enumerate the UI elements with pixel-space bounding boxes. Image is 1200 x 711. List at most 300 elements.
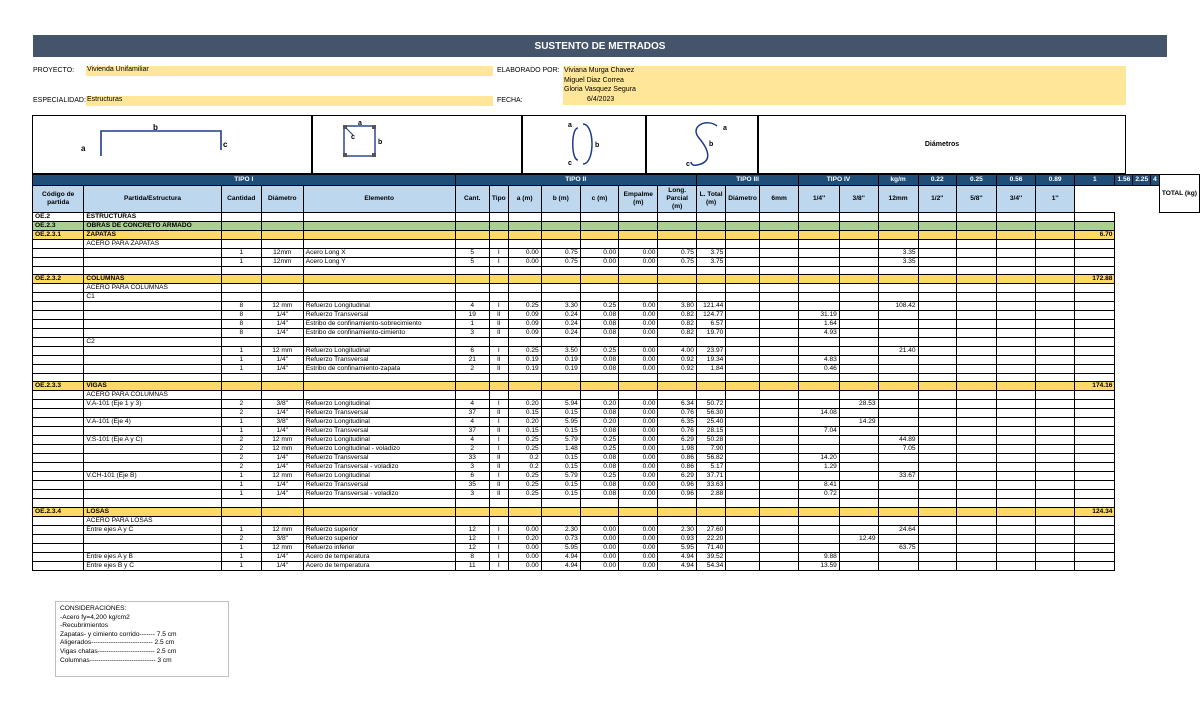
table-cell[interactable]: [696, 374, 725, 382]
table-cell[interactable]: [878, 454, 918, 463]
table-cell[interactable]: [1036, 338, 1075, 347]
table-cell[interactable]: 0.00: [619, 320, 658, 329]
table-cell[interactable]: 0.25: [580, 472, 618, 481]
table-cell[interactable]: I: [489, 525, 508, 534]
table-cell[interactable]: [726, 534, 760, 543]
table-cell[interactable]: [303, 382, 455, 391]
table-cell[interactable]: [726, 454, 760, 463]
table-cell[interactable]: [726, 284, 760, 293]
table-cell[interactable]: [33, 284, 84, 293]
table-cell[interactable]: [759, 552, 798, 561]
table-cell[interactable]: [1075, 499, 1115, 507]
table-cell[interactable]: 3.30: [541, 302, 580, 311]
table-cell[interactable]: 5.95: [541, 543, 580, 552]
table-cell[interactable]: Refuerzo Transversal: [303, 356, 455, 365]
table-cell[interactable]: 1: [221, 490, 261, 499]
table-cell[interactable]: [996, 213, 1035, 222]
table-cell[interactable]: [489, 284, 508, 293]
table-cell[interactable]: [799, 284, 839, 293]
table-cell[interactable]: 12 mm: [261, 347, 303, 356]
table-cell[interactable]: I: [489, 418, 508, 427]
table-cell[interactable]: [726, 561, 760, 570]
table-cell[interactable]: [759, 302, 798, 311]
table-cell[interactable]: [489, 267, 508, 275]
table-cell[interactable]: [261, 374, 303, 382]
table-cell[interactable]: Refuerzo Longitudinal - voladizo: [303, 445, 455, 454]
table-cell[interactable]: 0.82: [658, 320, 696, 329]
table-cell[interactable]: Estribo de confinamiento-cimiento: [303, 329, 455, 338]
table-cell[interactable]: 5: [455, 249, 489, 258]
table-cell[interactable]: 0.08: [580, 409, 618, 418]
table-cell[interactable]: [1075, 240, 1115, 249]
table-cell[interactable]: [580, 374, 618, 382]
table-cell[interactable]: 0.25: [508, 472, 541, 481]
table-cell[interactable]: 0.24: [541, 320, 580, 329]
table-cell[interactable]: [1036, 293, 1075, 302]
table-cell[interactable]: 0.24: [541, 329, 580, 338]
table-cell[interactable]: 6: [455, 347, 489, 356]
table-cell[interactable]: Refuerzo Longitudinal: [303, 472, 455, 481]
table-cell[interactable]: [508, 374, 541, 382]
table-cell[interactable]: [508, 240, 541, 249]
table-cell[interactable]: [658, 293, 696, 302]
table-cell[interactable]: [726, 311, 760, 320]
table-cell[interactable]: [489, 213, 508, 222]
table-cell[interactable]: [455, 275, 489, 284]
table-cell[interactable]: [799, 382, 839, 391]
table-cell[interactable]: 2: [221, 454, 261, 463]
table-cell[interactable]: [759, 561, 798, 570]
table-cell[interactable]: 0.86: [658, 454, 696, 463]
table-cell[interactable]: [1075, 302, 1115, 311]
table-cell[interactable]: [455, 240, 489, 249]
table-cell[interactable]: 50.72: [696, 400, 725, 409]
table-cell[interactable]: Entre ejes A y B: [84, 552, 221, 561]
table-cell[interactable]: 1.84: [696, 365, 725, 374]
table-cell[interactable]: [658, 213, 696, 222]
table-cell[interactable]: Acero Long Y: [303, 258, 455, 267]
table-cell[interactable]: [918, 293, 956, 302]
table-cell[interactable]: I: [489, 258, 508, 267]
table-cell[interactable]: [455, 222, 489, 231]
table-cell[interactable]: [759, 347, 798, 356]
table-cell[interactable]: [759, 382, 798, 391]
table-cell[interactable]: [956, 391, 996, 400]
table-cell[interactable]: [759, 418, 798, 427]
table-cell[interactable]: [1036, 365, 1075, 374]
table-cell[interactable]: [759, 267, 798, 275]
table-cell[interactable]: 3/8": [261, 418, 303, 427]
table-cell[interactable]: 21.40: [878, 347, 918, 356]
table-cell[interactable]: [878, 275, 918, 284]
table-cell[interactable]: 0.00: [619, 534, 658, 543]
table-cell[interactable]: [839, 347, 878, 356]
table-cell[interactable]: [878, 400, 918, 409]
table-cell[interactable]: [996, 427, 1035, 436]
table-cell[interactable]: [726, 418, 760, 427]
table-cell[interactable]: [619, 507, 658, 516]
table-cell[interactable]: 0.00: [619, 552, 658, 561]
table-cell[interactable]: [221, 382, 261, 391]
table-cell[interactable]: 12mm: [261, 249, 303, 258]
table-cell[interactable]: [1036, 267, 1075, 275]
table-cell[interactable]: 33.67: [878, 472, 918, 481]
table-cell[interactable]: [1075, 454, 1115, 463]
table-cell[interactable]: [799, 258, 839, 267]
table-cell[interactable]: [489, 240, 508, 249]
table-cell[interactable]: 5.95: [658, 543, 696, 552]
table-cell[interactable]: [956, 525, 996, 534]
table-cell[interactable]: [221, 213, 261, 222]
table-cell[interactable]: [84, 267, 221, 275]
table-cell[interactable]: 4.94: [658, 552, 696, 561]
table-cell[interactable]: [726, 302, 760, 311]
table-cell[interactable]: V.A-101 (Eje 4): [84, 418, 221, 427]
table-cell[interactable]: 27.60: [696, 525, 725, 534]
table-cell[interactable]: [696, 507, 725, 516]
table-cell[interactable]: 0.00: [580, 258, 618, 267]
table-cell[interactable]: [1036, 347, 1075, 356]
table-cell[interactable]: [918, 231, 956, 240]
table-cell[interactable]: [878, 338, 918, 347]
table-cell[interactable]: 8: [221, 311, 261, 320]
table-cell[interactable]: [619, 284, 658, 293]
table-cell[interactable]: 0.00: [619, 463, 658, 472]
table-cell[interactable]: 14.08: [799, 409, 839, 418]
table-cell[interactable]: [878, 382, 918, 391]
table-cell[interactable]: [221, 240, 261, 249]
table-cell[interactable]: [580, 222, 618, 231]
table-cell[interactable]: [996, 374, 1035, 382]
table-cell[interactable]: [996, 267, 1035, 275]
table-cell[interactable]: 24.64: [878, 525, 918, 534]
table-cell[interactable]: 0.96: [658, 490, 696, 499]
table-cell[interactable]: [84, 445, 221, 454]
table-cell[interactable]: 19: [455, 311, 489, 320]
table-cell[interactable]: 6: [455, 472, 489, 481]
table-cell[interactable]: [956, 409, 996, 418]
table-cell[interactable]: 12 mm: [261, 302, 303, 311]
table-cell[interactable]: [839, 516, 878, 525]
table-cell[interactable]: [508, 382, 541, 391]
table-cell[interactable]: Refuerzo Longitudinal: [303, 302, 455, 311]
table-cell[interactable]: 0.09: [508, 311, 541, 320]
table-cell[interactable]: [1075, 481, 1115, 490]
table-cell[interactable]: [996, 222, 1035, 231]
table-cell[interactable]: [1075, 258, 1115, 267]
table-cell[interactable]: [996, 552, 1035, 561]
table-cell[interactable]: [726, 267, 760, 275]
table-cell[interactable]: [956, 490, 996, 499]
table-cell[interactable]: [541, 222, 580, 231]
table-cell[interactable]: 3.35: [878, 249, 918, 258]
table-cell[interactable]: [799, 249, 839, 258]
table-cell[interactable]: [303, 516, 455, 525]
table-cell[interactable]: 0.76: [658, 427, 696, 436]
table-cell[interactable]: 12 mm: [261, 436, 303, 445]
table-cell[interactable]: [455, 284, 489, 293]
table-cell[interactable]: 0.15: [541, 409, 580, 418]
table-cell[interactable]: [839, 427, 878, 436]
table-cell[interactable]: 14.20: [799, 454, 839, 463]
table-cell[interactable]: [508, 213, 541, 222]
table-cell[interactable]: 0.15: [541, 427, 580, 436]
table-cell[interactable]: 33: [455, 454, 489, 463]
table-cell[interactable]: [996, 391, 1035, 400]
table-cell[interactable]: 6.29: [658, 472, 696, 481]
table-cell[interactable]: 0.00: [580, 561, 618, 570]
table-cell[interactable]: [580, 240, 618, 249]
table-cell[interactable]: [726, 499, 760, 507]
table-cell[interactable]: 0.08: [580, 365, 618, 374]
table-cell[interactable]: [489, 374, 508, 382]
table-cell[interactable]: 0.00: [619, 302, 658, 311]
table-cell[interactable]: [759, 311, 798, 320]
table-cell[interactable]: [996, 400, 1035, 409]
table-cell[interactable]: [799, 507, 839, 516]
table-cell[interactable]: [799, 338, 839, 347]
table-cell[interactable]: [658, 284, 696, 293]
table-cell[interactable]: [33, 365, 84, 374]
table-cell[interactable]: 0.15: [541, 490, 580, 499]
table-cell[interactable]: [956, 231, 996, 240]
table-cell[interactable]: [1036, 534, 1075, 543]
table-cell[interactable]: [1036, 490, 1075, 499]
table-cell[interactable]: [956, 552, 996, 561]
table-cell[interactable]: [878, 356, 918, 365]
table-cell[interactable]: [696, 222, 725, 231]
table-cell[interactable]: [996, 329, 1035, 338]
table-cell[interactable]: [580, 267, 618, 275]
table-cell[interactable]: 1: [221, 258, 261, 267]
table-cell[interactable]: [1075, 525, 1115, 534]
table-cell[interactable]: [658, 374, 696, 382]
table-cell[interactable]: [1036, 525, 1075, 534]
table-cell[interactable]: V.A-101 (Eje 1 y 3): [84, 400, 221, 409]
table-cell[interactable]: 13.59: [799, 561, 839, 570]
table-cell[interactable]: I: [489, 302, 508, 311]
table-cell[interactable]: [33, 347, 84, 356]
table-cell[interactable]: 0.75: [658, 249, 696, 258]
table-cell[interactable]: [839, 543, 878, 552]
table-cell[interactable]: [918, 454, 956, 463]
table-cell[interactable]: 12 mm: [261, 525, 303, 534]
table-cell[interactable]: 1.98: [658, 445, 696, 454]
table-cell[interactable]: [580, 338, 618, 347]
table-cell[interactable]: [996, 249, 1035, 258]
table-cell[interactable]: [918, 302, 956, 311]
table-cell[interactable]: [541, 284, 580, 293]
table-cell[interactable]: [84, 249, 221, 258]
table-cell[interactable]: [455, 293, 489, 302]
table-cell[interactable]: 37: [455, 409, 489, 418]
table-cell[interactable]: [918, 490, 956, 499]
table-cell[interactable]: [303, 284, 455, 293]
table-cell[interactable]: 1: [455, 320, 489, 329]
table-cell[interactable]: 1: [221, 481, 261, 490]
table-cell[interactable]: I: [489, 400, 508, 409]
table-cell[interactable]: [726, 356, 760, 365]
table-cell[interactable]: [84, 463, 221, 472]
table-cell[interactable]: 0.15: [541, 481, 580, 490]
table-cell[interactable]: [580, 499, 618, 507]
table-cell[interactable]: [726, 516, 760, 525]
table-cell[interactable]: [918, 543, 956, 552]
table-cell[interactable]: [878, 481, 918, 490]
table-cell[interactable]: [221, 275, 261, 284]
table-cell[interactable]: 0.00: [580, 249, 618, 258]
table-cell[interactable]: [956, 499, 996, 507]
table-cell[interactable]: [303, 507, 455, 516]
table-cell[interactable]: [759, 222, 798, 231]
table-cell[interactable]: [696, 213, 725, 222]
table-cell[interactable]: [956, 481, 996, 490]
table-cell[interactable]: [839, 293, 878, 302]
table-cell[interactable]: 0.00: [619, 418, 658, 427]
table-cell[interactable]: [878, 427, 918, 436]
table-cell[interactable]: [489, 275, 508, 284]
table-cell[interactable]: 23.97: [696, 347, 725, 356]
table-cell[interactable]: [956, 561, 996, 570]
table-cell[interactable]: [918, 284, 956, 293]
table-cell[interactable]: [455, 338, 489, 347]
table-cell[interactable]: [1036, 329, 1075, 338]
table-cell[interactable]: 6.70: [1075, 231, 1115, 240]
table-cell[interactable]: [1075, 472, 1115, 481]
table-cell[interactable]: [303, 231, 455, 240]
table-cell[interactable]: [84, 347, 221, 356]
table-cell[interactable]: 22.20: [696, 534, 725, 543]
table-cell[interactable]: [918, 249, 956, 258]
table-cell[interactable]: [1036, 231, 1075, 240]
table-cell[interactable]: 1: [221, 552, 261, 561]
table-cell[interactable]: [658, 391, 696, 400]
table-cell[interactable]: 1: [221, 356, 261, 365]
table-cell[interactable]: [799, 445, 839, 454]
table-cell[interactable]: [956, 463, 996, 472]
table-cell[interactable]: Refuerzo Transversal: [303, 454, 455, 463]
table-cell[interactable]: [455, 213, 489, 222]
table-cell[interactable]: [33, 374, 84, 382]
table-cell[interactable]: 7.05: [878, 445, 918, 454]
table-cell[interactable]: 5.79: [541, 436, 580, 445]
table-cell[interactable]: II: [489, 365, 508, 374]
table-cell[interactable]: [918, 507, 956, 516]
table-cell[interactable]: [1036, 436, 1075, 445]
table-cell[interactable]: 5: [455, 258, 489, 267]
table-cell[interactable]: 174.16: [1075, 382, 1115, 391]
table-cell[interactable]: [580, 213, 618, 222]
table-cell[interactable]: [996, 481, 1035, 490]
table-cell[interactable]: [839, 258, 878, 267]
table-cell[interactable]: [799, 543, 839, 552]
table-cell[interactable]: [696, 231, 725, 240]
table-cell[interactable]: 0.75: [541, 249, 580, 258]
table-cell[interactable]: 0.00: [619, 347, 658, 356]
table-cell[interactable]: [726, 275, 760, 284]
table-cell[interactable]: 12: [455, 525, 489, 534]
table-cell[interactable]: ACERO PARA COLUMNAS: [84, 391, 221, 400]
table-cell[interactable]: [84, 302, 221, 311]
table-cell[interactable]: [1036, 391, 1075, 400]
table-cell[interactable]: 6.29: [658, 436, 696, 445]
table-cell[interactable]: Refuerzo Transversal: [303, 427, 455, 436]
table-cell[interactable]: 0.15: [508, 427, 541, 436]
table-cell[interactable]: [918, 365, 956, 374]
table-cell[interactable]: [918, 240, 956, 249]
table-cell[interactable]: [1036, 543, 1075, 552]
table-cell[interactable]: 25.40: [696, 418, 725, 427]
table-cell[interactable]: [726, 374, 760, 382]
table-cell[interactable]: 0.20: [508, 418, 541, 427]
table-cell[interactable]: 1/4": [261, 561, 303, 570]
table-cell[interactable]: [918, 499, 956, 507]
table-cell[interactable]: [261, 222, 303, 231]
table-cell[interactable]: 63.75: [878, 543, 918, 552]
table-cell[interactable]: [489, 293, 508, 302]
table-cell[interactable]: 2: [221, 409, 261, 418]
table-cell[interactable]: [696, 240, 725, 249]
table-cell[interactable]: 2.30: [541, 525, 580, 534]
table-cell[interactable]: ACERO PARA LOSAS: [84, 516, 221, 525]
table-cell[interactable]: [1075, 347, 1115, 356]
table-cell[interactable]: 0.08: [580, 463, 618, 472]
table-cell[interactable]: 0.25: [508, 481, 541, 490]
table-cell[interactable]: [580, 284, 618, 293]
table-cell[interactable]: [799, 436, 839, 445]
table-cell[interactable]: [918, 329, 956, 338]
table-cell[interactable]: 0.00: [619, 481, 658, 490]
table-cell[interactable]: 0.08: [580, 356, 618, 365]
table-cell[interactable]: [221, 516, 261, 525]
table-cell[interactable]: [759, 293, 798, 302]
table-cell[interactable]: 5.95: [541, 418, 580, 427]
table-cell[interactable]: 4.94: [658, 561, 696, 570]
table-cell[interactable]: [1075, 356, 1115, 365]
table-cell[interactable]: 1: [221, 561, 261, 570]
table-cell[interactable]: 108.42: [878, 302, 918, 311]
table-cell[interactable]: 0.25: [580, 347, 618, 356]
table-cell[interactable]: [619, 382, 658, 391]
table-cell[interactable]: [878, 284, 918, 293]
table-cell[interactable]: [455, 391, 489, 400]
table-cell[interactable]: [839, 284, 878, 293]
table-cell[interactable]: 0.75: [541, 258, 580, 267]
table-cell[interactable]: 1/4": [261, 329, 303, 338]
table-cell[interactable]: [84, 320, 221, 329]
table-cell[interactable]: [455, 231, 489, 240]
table-cell[interactable]: [839, 222, 878, 231]
table-cell[interactable]: [1075, 293, 1115, 302]
table-cell[interactable]: [996, 347, 1035, 356]
table-cell[interactable]: 0.24: [541, 311, 580, 320]
table-cell[interactable]: [956, 365, 996, 374]
table-cell[interactable]: [1036, 320, 1075, 329]
table-cell[interactable]: [918, 391, 956, 400]
table-cell[interactable]: [956, 347, 996, 356]
table-cell[interactable]: [33, 561, 84, 570]
table-cell[interactable]: [839, 391, 878, 400]
table-cell[interactable]: [996, 418, 1035, 427]
table-cell[interactable]: [918, 258, 956, 267]
table-cell[interactable]: 0.00: [619, 258, 658, 267]
table-cell[interactable]: II: [489, 311, 508, 320]
table-cell[interactable]: [726, 338, 760, 347]
table-cell[interactable]: [508, 231, 541, 240]
table-cell[interactable]: [261, 293, 303, 302]
table-cell[interactable]: [1075, 311, 1115, 320]
table-cell[interactable]: [956, 472, 996, 481]
